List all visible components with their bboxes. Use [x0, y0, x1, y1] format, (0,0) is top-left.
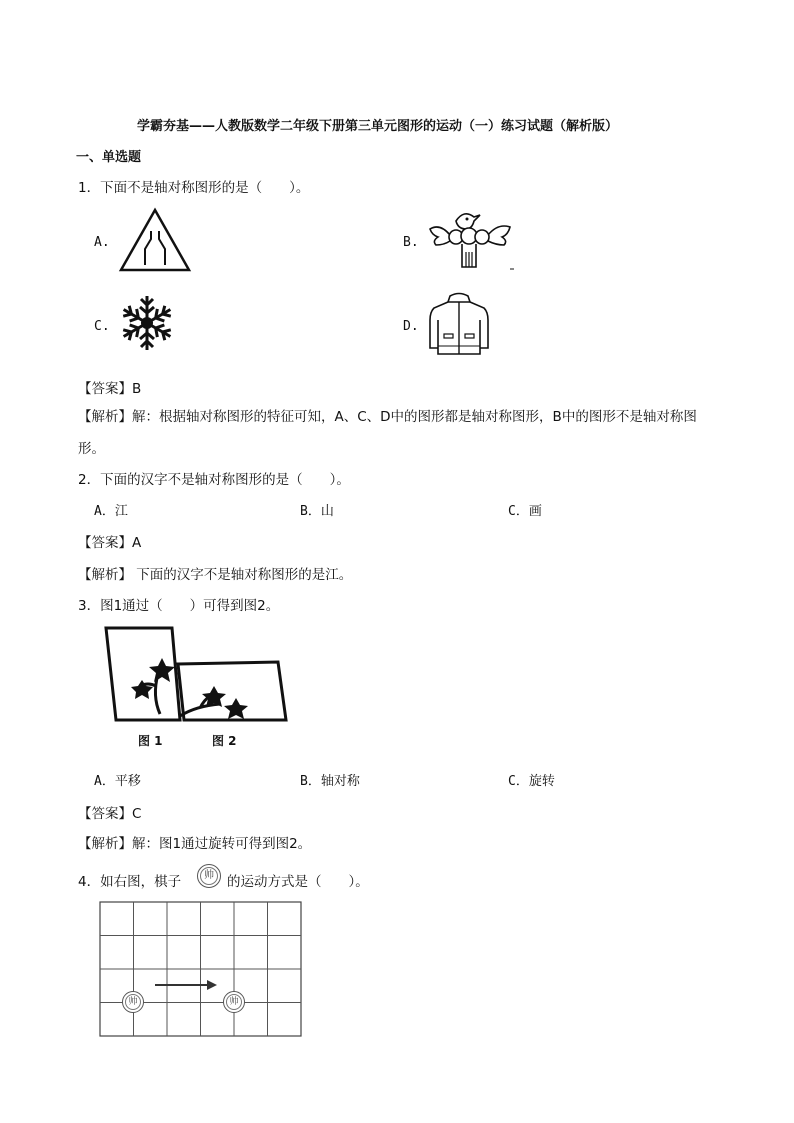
snowflake-figure	[118, 292, 176, 354]
question-3-answer: 【答案】C	[78, 806, 142, 822]
question-1-analysis-cont: 形。	[78, 441, 105, 457]
question-2-answer: 【答案】A	[78, 535, 142, 551]
question-1-stem: 1．下面不是轴对称图形的是（ ）。	[78, 180, 310, 196]
question-2-stem: 2．下面的汉字不是轴对称图形的是（ ）。	[78, 472, 350, 488]
q1-option-d-label: D.	[403, 319, 419, 334]
chessboard-grid	[99, 901, 303, 1038]
q3-option-a: A．平移	[94, 774, 141, 789]
start-piece-char: 帅	[125, 994, 141, 1010]
question-3-analysis: 【解析】解：图1通过旋转可得到图2。	[78, 836, 312, 852]
question-4-stem-start: 4．如右图，棋子	[78, 874, 182, 890]
question-2-analysis: 【解析】 下面的汉字不是轴对称图形的是江。	[78, 567, 353, 583]
start-piece-icon	[122, 991, 144, 1013]
figure-1-label: 图 1	[138, 734, 163, 748]
question-1-analysis: 【解析】解：根据轴对称图形的特征可知，A、C、D中的图形都是轴对称图形，B中的图形不是轴对称图	[78, 409, 697, 425]
page-title: 学霸夯基——人教版数学二年级下册第三单元图形的运动（一）练习试题（解析版）	[137, 119, 619, 134]
target-piece-icon	[223, 991, 245, 1013]
target-piece-char: 帅	[226, 994, 242, 1010]
question-4-stem-end: 的运动方式是（ ）。	[227, 874, 369, 890]
q2-option-b: B．山	[300, 504, 334, 519]
section-heading: 一、单选题	[76, 150, 142, 165]
q1-option-c-label: C.	[94, 319, 110, 334]
q2-option-a: A．江	[94, 504, 128, 519]
rotation-figure	[100, 624, 292, 724]
figure-2-label: 图 2	[212, 734, 237, 748]
question-1-answer: 【答案】B	[78, 381, 142, 397]
q3-option-b: B．轴对称	[300, 774, 360, 789]
bird-figure	[426, 207, 518, 273]
q1-option-a-label: A.	[94, 235, 110, 250]
chess-piece-icon	[197, 864, 221, 888]
q1-option-b-label: B.	[403, 235, 419, 250]
q3-option-c: C．旋转	[508, 774, 555, 789]
q2-option-c: C．画	[508, 504, 542, 519]
road-sign-figure	[118, 207, 192, 273]
chess-piece-char: 帅	[200, 867, 218, 885]
question-3-stem: 3．图1通过（ ）可得到图2。	[78, 598, 280, 614]
jacket-figure	[426, 290, 492, 356]
